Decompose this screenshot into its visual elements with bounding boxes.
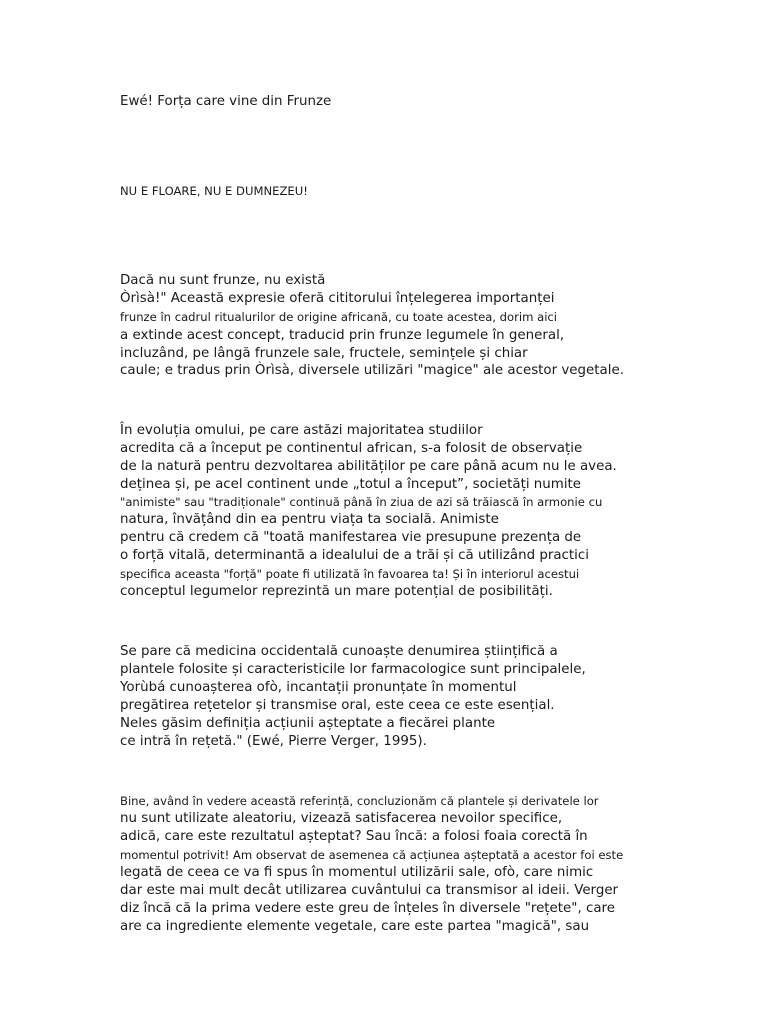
text-line: Òrìsà!" Această expresie oferă cititorului înțelegerea importanței [120,291,555,306]
text-line: frunze în cadrul ritualurilor de origine africană, cu toate acestea, dorim aici [120,310,558,324]
text-line: natura, învățând din ea pentru viața ta socială. Animiste [120,512,499,527]
text-line: nu sunt utilizate aleatoriu, vizează satisfacerea nevoilor specifice, [120,811,563,826]
text-line: În evoluția omului, pe care astăzi majoritatea studiilor [120,423,483,438]
text-line: a extinde acest concept, traducid prin frunze legumele în general, [120,328,565,343]
text-line: Yorùbá cunoașterea ofò, incantații pronunțate în momentul [120,680,517,695]
section-heading: NU E FLOARE, NU E DUMNEZEU! [120,184,308,198]
text-line: ce intră în rețetă." (Ewé, Pierre Verger, 1995). [120,734,427,749]
text-line: Bine, având în vedere această referință, concluzionăm că plantele și derivatele lor [120,794,599,808]
text-line: pregătirea rețetelor și transmise oral, este ceea ce este esențial. [120,698,555,713]
text-line: momentul potrivit! Am observat de asemenea că acțiunea așteptată a acestor foi este [120,848,624,862]
text-line: pentru că credem că "toată manifestarea vie presupune prezența de [120,530,582,545]
text-line: plantele folosite și caracteristicile lor farmacologice sunt principalele, [120,662,586,677]
text-line: diz încă că la prima vedere este greu de înțeles în diversele "rețete", care [120,901,615,916]
text-line: deținea și, pe acel continent unde „totul a început”, societăți numite [120,477,582,492]
text-line: o forță vitală, determinantă a idealului de a trăi și că utilizând practici [120,548,589,563]
text-line: incluzând, pe lângă frunzele sale, fructele, semințele și chiar [120,346,528,361]
text-line: Dacă nu sunt frunze, nu există [120,273,326,288]
text-line: de la natură pentru dezvoltarea abilităților pe care până acum nu le avea. [120,459,617,474]
text-line: caule; e tradus prin Òrìsà, diversele utilizări "magice" ale acestor vegetale. [120,363,624,378]
text-line: Neles găsim definiția acțiunii așteptate a fiecărei plante [120,716,496,731]
text-line: are ca ingrediente elemente vegetale, care este partea "magică", sau [120,919,590,934]
text-line: conceptul legumelor reprezintă un mare potențial de posibilități. [120,584,553,599]
text-line: acredita că a început pe continentul african, s-a folosit de observație [120,441,583,456]
text-line: "animiste" sau "tradiționale" continuă până în ziua de azi să trăiască în armonie cu [120,495,603,509]
text-line: legată de ceea ce va fi spus în momentul utilizării sale, ofò, care nimic [120,865,594,880]
text-line: specifica aceasta "forță" poate fi utilizată în favoarea ta! Și în interiorul acestui [120,567,580,581]
text-line: Se pare că medicina occidentală cunoaște denumirea științifică a [120,644,558,659]
document-title: Ewé! Forța care vine din Frunze [120,94,332,109]
text-line: adică, care este rezultatul așteptat? Sau încă: a folosi foaia corectă în [120,829,588,844]
text-line: dar este mai mult decât utilizarea cuvântului ca transmisor al ideii. Verger [120,883,619,898]
